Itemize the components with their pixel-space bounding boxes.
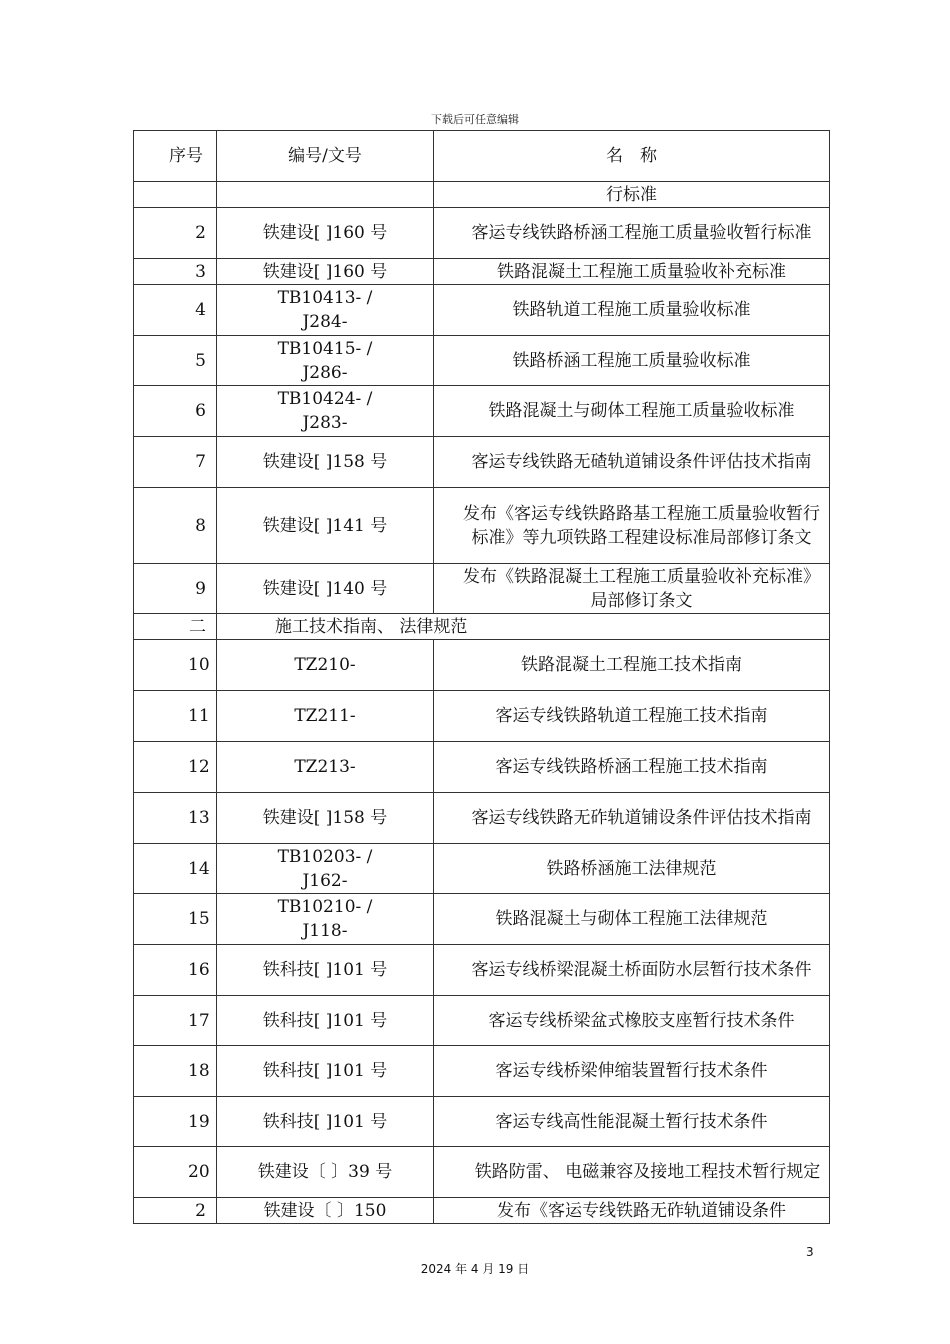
table-row: 10 TZ210- 铁路混凝土工程施工技术指南 xyxy=(134,640,830,691)
header-name: 名 称 xyxy=(434,131,830,182)
table-row: 9 铁建设[ ]140 号 发布《铁路混凝土工程施工质量验收补充标准》局部修订条文 xyxy=(134,564,830,614)
table-header-row xyxy=(134,131,830,182)
table-row: 行标准 xyxy=(134,182,830,208)
table-row: 19 铁科技[ ]101 号 客运专线高性能混凝土暂行技术条件 xyxy=(134,1097,830,1147)
table-row: 17 铁科技[ ]101 号 客运专线桥梁盆式橡胶支座暂行技术条件 xyxy=(134,996,830,1046)
page-header: 下载后可任意编辑 xyxy=(431,113,519,126)
table-row: 5 TB10415- / J286- 铁路桥涵工程施工质量验收标准 xyxy=(134,336,830,386)
table-row: 18 铁科技[ ]101 号 客运专线桥梁伸缩装置暂行技术条件 xyxy=(134,1046,830,1097)
section-row xyxy=(134,614,830,640)
header-code: 编号/文号 xyxy=(217,131,434,182)
table-row: 2 铁建设〔 〕150 发布《客运专线铁路无砟轨道铺设条件 xyxy=(134,1198,830,1224)
table-row: 16 铁科技[ ]101 号 客运专线桥梁混凝土桥面防水层暂行技术条件 xyxy=(134,945,830,996)
table-row: 6 TB10424- / J283- 铁路混凝土与砌体工程施工质量验收标准 xyxy=(134,386,830,437)
table-row: 12 TZ213- 客运专线铁路桥涵工程施工技术指南 xyxy=(134,742,830,793)
table-row: 11 TZ211- 客运专线铁路轨道工程施工技术指南 xyxy=(134,691,830,742)
table-row: 15 TB10210- / J118- 铁路混凝土与砌体工程施工法律规范 xyxy=(134,894,830,945)
header-no: 序号 xyxy=(134,131,217,182)
footer-date: 2024 年 4 月 19 日 xyxy=(420,1262,530,1276)
table-row: 3 铁建设[ ]160 号 铁路混凝土工程施工质量验收补充标准 xyxy=(134,259,830,285)
table-row: 14 TB10203- / J162- 铁路桥涵施工法律规范 xyxy=(134,844,830,894)
table-row: 7 铁建设[ ]158 号 客运专线铁路无碴轨道铺设条件评估技术指南 xyxy=(134,437,830,488)
table-row: 8 铁建设[ ]141 号 发布《客运专线铁路路基工程施工质量验收暂行标准》等九项铁路工程建设标准局部修订条文 xyxy=(134,488,830,564)
table-row: 4 TB10413- / J284- 铁路轨道工程施工质量验收标准 xyxy=(134,285,830,336)
table-row: 13 铁建设[ ]158 号 客运专线铁路无砟轨道铺设条件评估技术指南 xyxy=(134,793,830,844)
standards-table xyxy=(133,130,830,1224)
section-title: 施工技术指南、 法律规范 xyxy=(217,614,830,640)
table-row: 20 铁建设〔 〕39 号 铁路防雷、 电磁兼容及接地工程技术暂行规定 xyxy=(134,1147,830,1198)
page-number: 3 xyxy=(806,1245,814,1259)
section-no: 二 xyxy=(134,614,217,640)
table-row: 2 铁建设[ ]160 号 客运专线铁路桥涵工程施工质量验收暂行标准 xyxy=(134,208,830,259)
